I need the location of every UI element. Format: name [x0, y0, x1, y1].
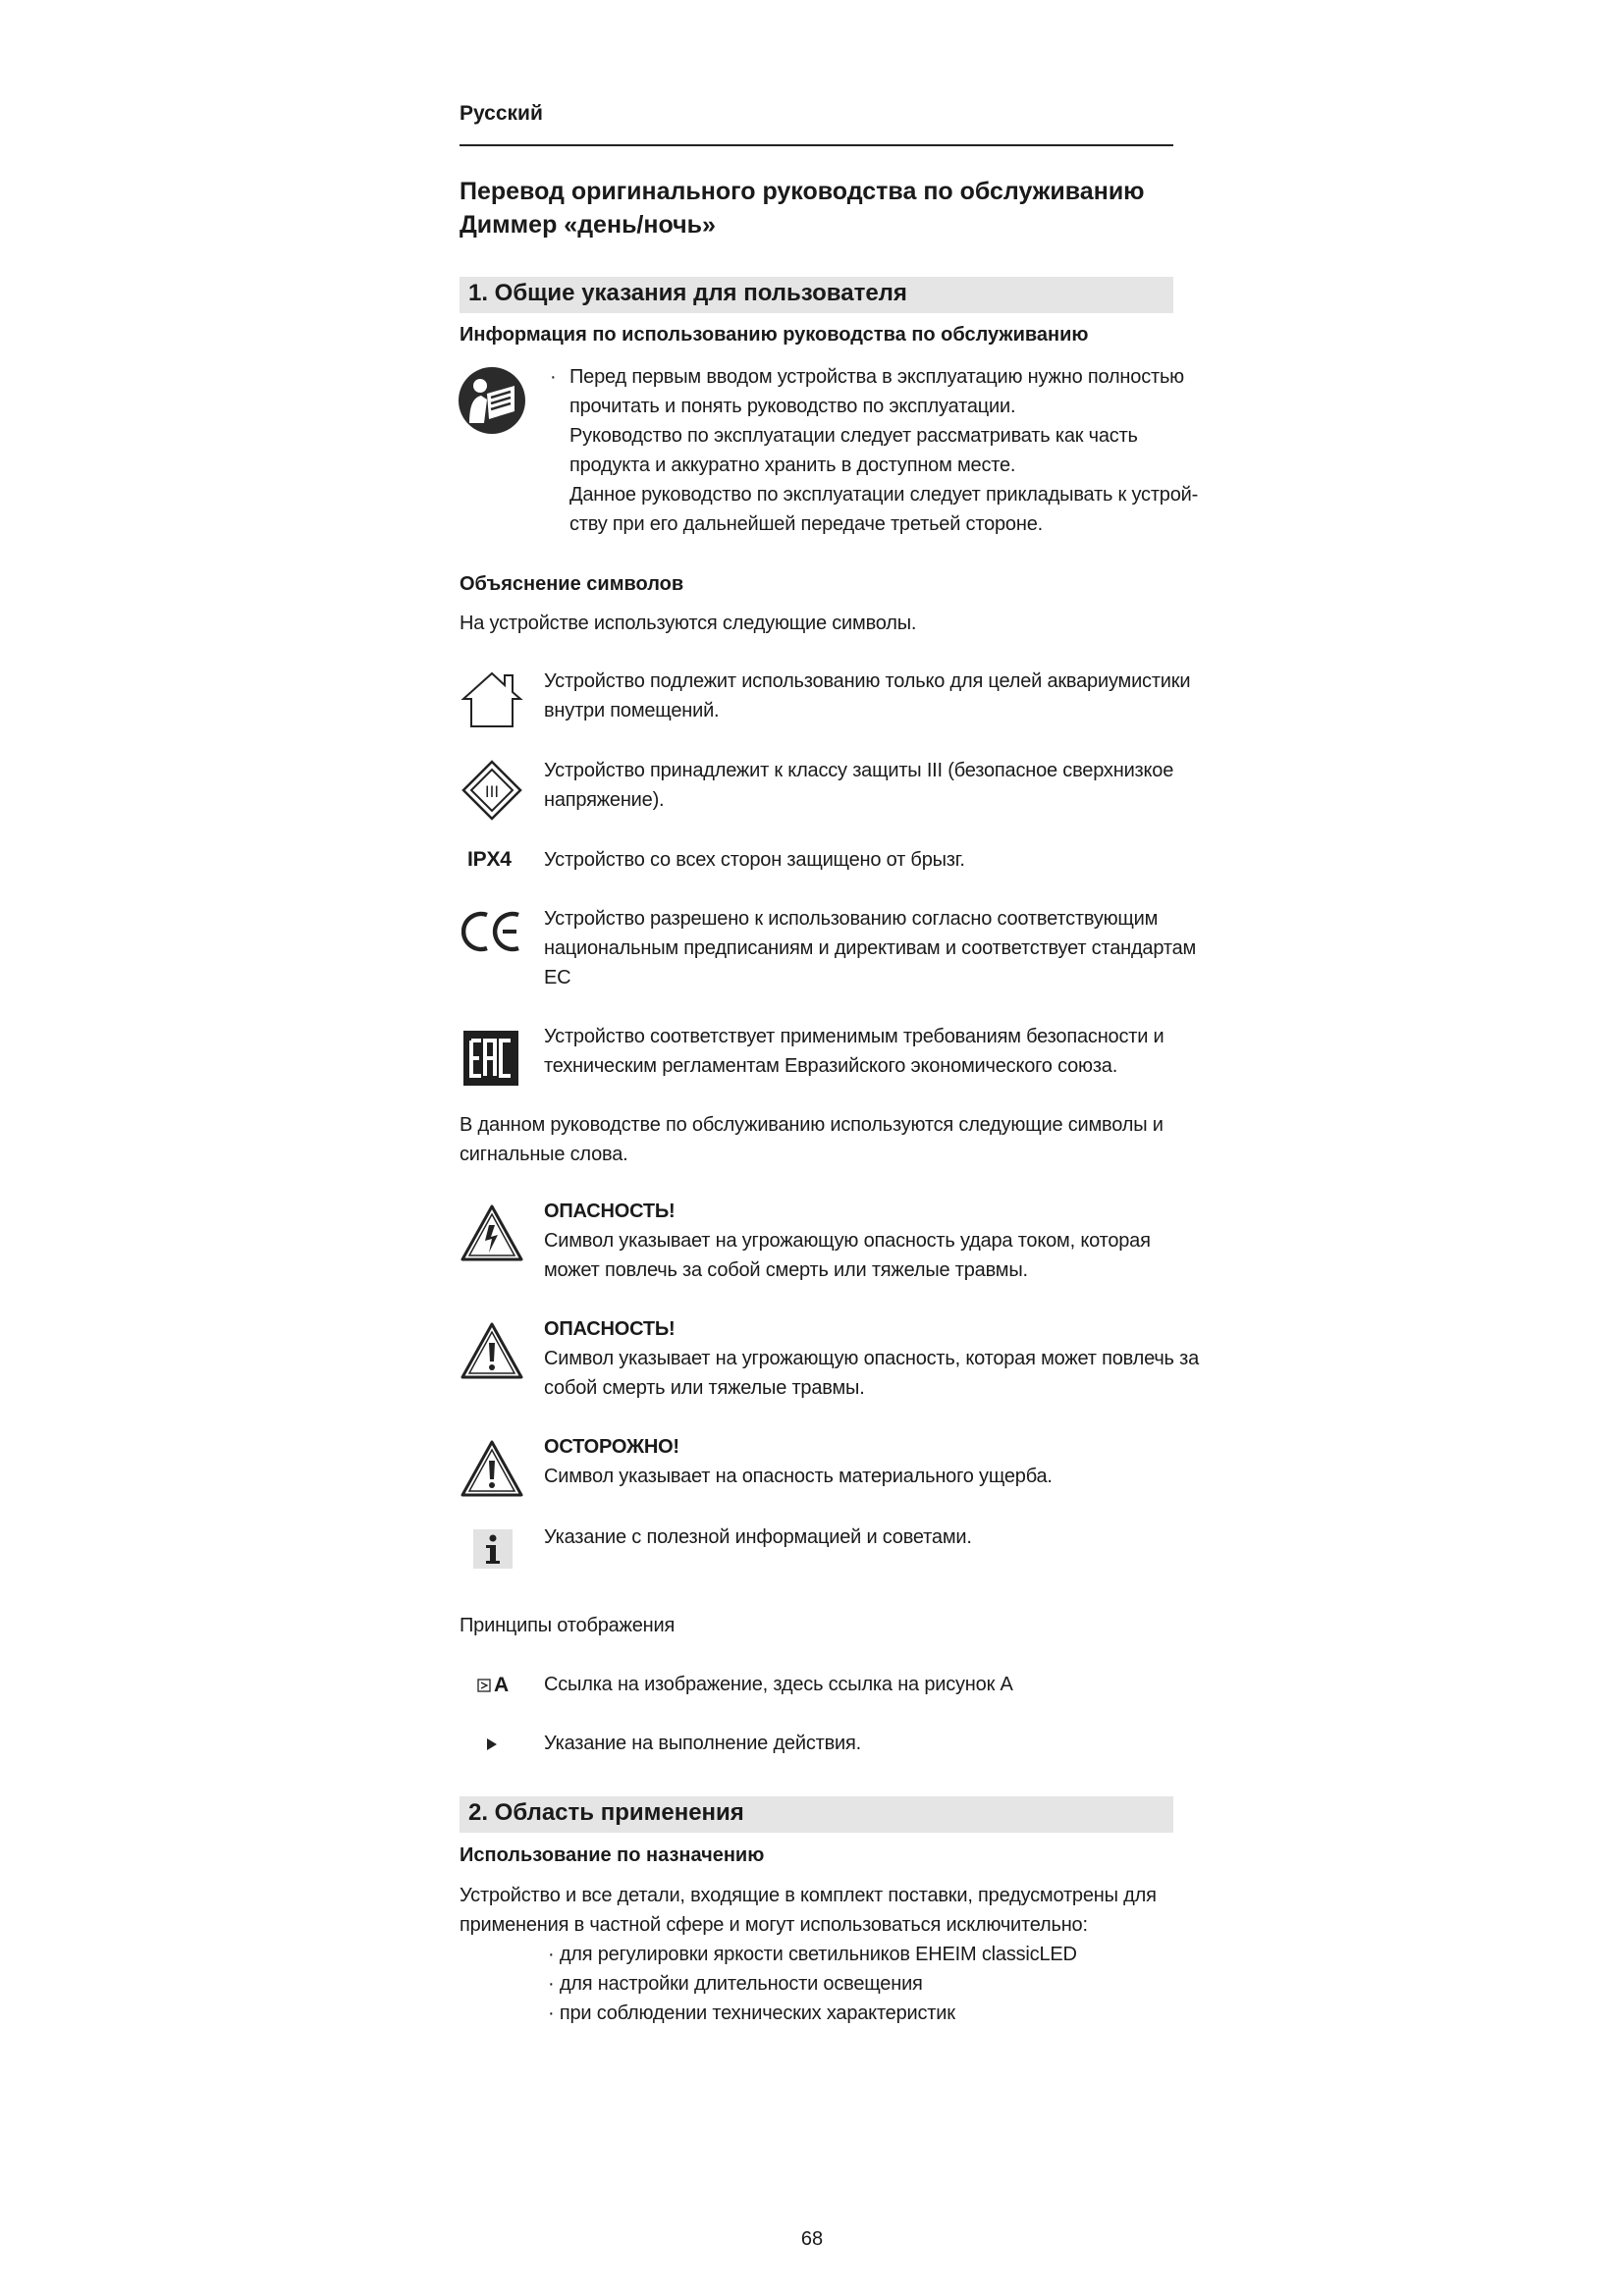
display-principles-heading: Принципы отображения: [460, 1615, 676, 1636]
device-symbol-text: Устройство подлежит использованию только для целей аквариумистики: [544, 670, 1191, 692]
info-note-text: Указание с полезной информацией и советами.: [544, 1526, 972, 1548]
ipx4-label: IPX4: [467, 848, 512, 871]
info-bullet: ·: [550, 366, 557, 388]
ce-mark-icon: [461, 909, 524, 954]
warning-triangle-icon: [460, 1321, 524, 1380]
caution-triangle-icon: [460, 1439, 524, 1498]
language-label: Русский: [460, 102, 543, 125]
house-icon: [460, 669, 524, 730]
signal-word-text: Символ указывает на угрожающую опасность удара током, которая: [544, 1230, 1151, 1252]
protection-class-label: III: [484, 782, 500, 801]
device-symbol-text: техническим регламентам Евразийского экономического союза.: [544, 1055, 1118, 1077]
section-2-heading-bar: [460, 1796, 1173, 1833]
device-symbol-text: Устройство соответствует применимым требованиям безопасности и: [544, 1026, 1164, 1047]
read-manual-icon: [458, 366, 526, 435]
signal-word-text: может повлечь за собой смерть или тяжелые травмы.: [544, 1259, 1028, 1281]
eac-mark-icon: [463, 1031, 518, 1086]
action-arrow-icon: [485, 1736, 499, 1752]
device-symbol-text: внутри помещений.: [544, 700, 720, 721]
device-symbol-text: национальным предписаниям и директивам и соответствует стандартам: [544, 937, 1197, 959]
principle-text: Указание на выполнение действия.: [544, 1733, 861, 1754]
title-line-2: Диммер «день/ночь»: [460, 211, 716, 239]
electric-hazard-icon: [460, 1203, 524, 1262]
info-line: ству при его дальнейшей передаче третьей стороне.: [569, 513, 1043, 535]
symbols-intro: На устройстве используются следующие символы.: [460, 613, 917, 634]
signal-word: ОСТОРОЖНО!: [544, 1436, 679, 1458]
device-symbol-text: Устройство принадлежит к классу защиты III (безопасное сверхнизкое: [544, 760, 1174, 781]
header-divider: [460, 144, 1173, 146]
info-heading: Информация по использованию руководства по обслуживанию: [460, 324, 1089, 346]
info-line: Данное руководство по эксплуатации следует прикладывать к устрой-: [569, 484, 1199, 506]
symbols-heading: Объяснение символов: [460, 573, 684, 595]
info-line: продукта и аккуратно хранить в доступном месте.: [569, 454, 1016, 476]
device-symbol-text: напряжение).: [544, 789, 665, 811]
title-line-1: Перевод оригинального руководства по обслуживанию: [460, 178, 1145, 205]
signal-word: ОПАСНОСТЬ!: [544, 1201, 676, 1222]
device-symbol-text: ЕС: [544, 967, 571, 988]
page-title: [460, 175, 1145, 241]
signal-word: ОПАСНОСТЬ!: [544, 1318, 676, 1340]
figure-reference-icon: [477, 1674, 511, 1697]
info-line: прочитать и понять руководство по эксплуатации.: [569, 396, 1016, 417]
signal-word-text: Символ указывает на опасность материального ущерба.: [544, 1466, 1053, 1487]
intended-use-item: · для регулировки яркости светильников EHEIM classicLED: [548, 1944, 1077, 1965]
principle-text: Ссылка на изображение, здесь ссылка на рисунок А: [544, 1674, 1013, 1695]
section-1-heading: 1. Общие указания для пользователя: [468, 280, 907, 306]
manual-symbols-intro: В данном руководстве по обслуживанию используются следующие символы и: [460, 1114, 1164, 1136]
intended-use-item: · при соблюдении технических характеристик: [548, 2002, 955, 2024]
section-2-heading: 2. Область применения: [468, 1799, 744, 1826]
info-icon: [473, 1529, 513, 1569]
figure-reference-letter: A: [494, 1674, 510, 1696]
intended-use-heading: Использование по назначению: [460, 1844, 765, 1866]
signal-word-text: собой смерть или тяжелые травмы.: [544, 1377, 865, 1399]
device-symbol-text: Устройство разрешено к использованию согласно соответствующим: [544, 908, 1159, 930]
manual-symbols-intro: сигнальные слова.: [460, 1144, 628, 1165]
device-symbol-text: Устройство со всех сторон защищено от брызг.: [544, 849, 965, 871]
intended-use-text: применения в частной сфере и могут использоваться исключительно:: [460, 1914, 1088, 1936]
info-line: Перед первым вводом устройства в эксплуатацию нужно полностью: [569, 366, 1184, 388]
page-number: 68: [800, 2228, 824, 2250]
intended-use-text: Устройство и все детали, входящие в комплект поставки, предусмотрены для: [460, 1885, 1157, 1906]
section-1-heading-bar: [460, 277, 1173, 313]
protection-class-iii-icon: [461, 760, 522, 821]
signal-word-text: Символ указывает на угрожающую опасность, которая может повлечь за: [544, 1348, 1200, 1369]
info-line: Руководство по эксплуатации следует рассматривать как часть: [569, 425, 1138, 447]
intended-use-item: · для настройки длительности освещения: [548, 1973, 923, 1995]
